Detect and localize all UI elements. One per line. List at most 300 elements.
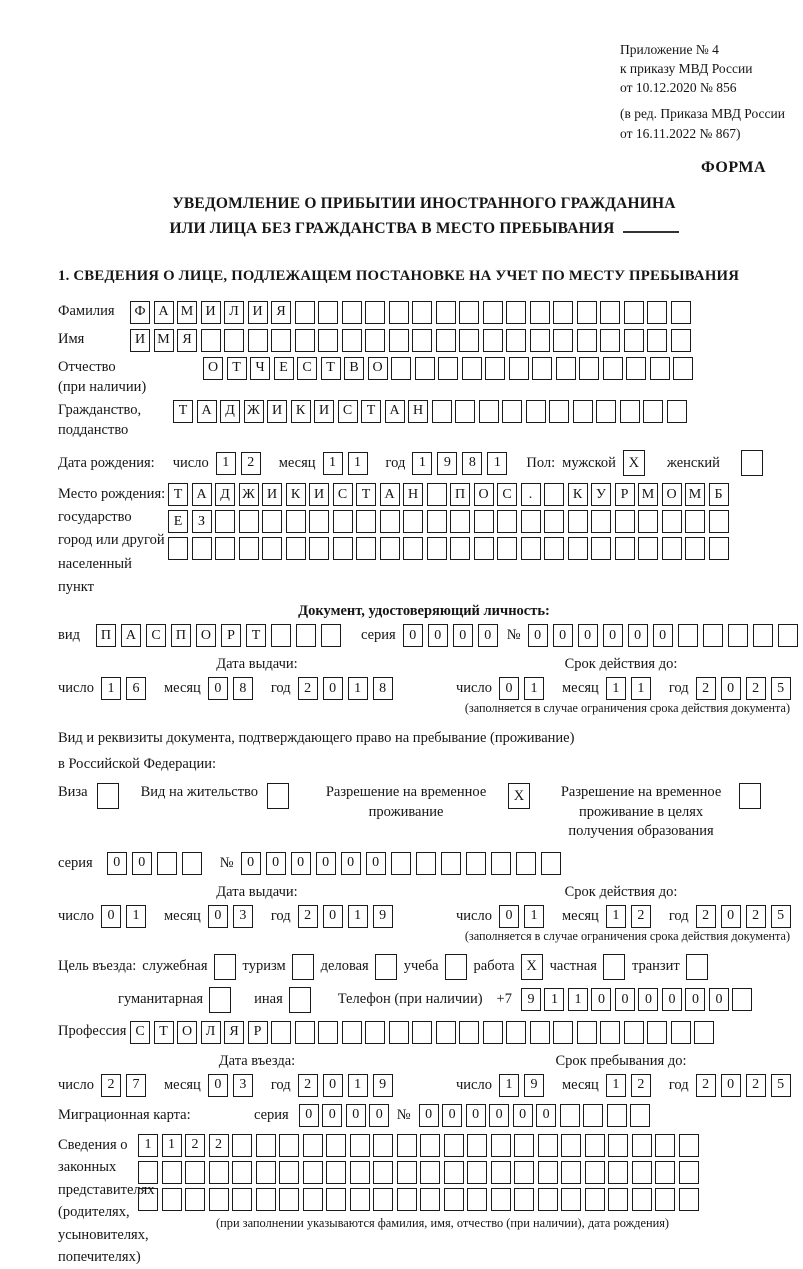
char-box[interactable] — [356, 537, 376, 560]
char-box[interactable] — [560, 1104, 580, 1127]
char-box[interactable] — [544, 483, 564, 506]
char-box[interactable]: П — [96, 624, 116, 647]
char-box[interactable] — [596, 400, 616, 423]
char-box[interactable]: 1 — [606, 677, 626, 700]
char-box[interactable] — [215, 537, 235, 560]
char-box[interactable] — [538, 1134, 558, 1157]
char-box[interactable] — [530, 301, 550, 324]
char-box[interactable]: 0 — [591, 988, 611, 1011]
char-box[interactable] — [491, 1161, 511, 1184]
char-box[interactable] — [506, 1021, 526, 1044]
char-box[interactable] — [514, 1188, 534, 1211]
char-box[interactable] — [209, 1188, 229, 1211]
char-box[interactable]: 0 — [299, 1104, 319, 1127]
char-box[interactable] — [662, 510, 682, 533]
char-box[interactable] — [271, 1021, 291, 1044]
char-box[interactable] — [521, 537, 541, 560]
purpose-private-checkbox[interactable] — [603, 954, 625, 980]
char-box[interactable]: 0 — [369, 1104, 389, 1127]
char-box[interactable]: К — [286, 483, 306, 506]
char-box[interactable]: 9 — [521, 988, 541, 1011]
char-box[interactable] — [753, 624, 773, 647]
char-box[interactable] — [380, 510, 400, 533]
char-box[interactable]: И — [309, 483, 329, 506]
char-box[interactable] — [286, 537, 306, 560]
char-box[interactable] — [450, 510, 470, 533]
char-box[interactable]: Я — [177, 329, 197, 352]
char-box[interactable]: 2 — [696, 1074, 716, 1097]
char-box[interactable] — [679, 1134, 699, 1157]
char-box[interactable]: 1 — [348, 1074, 368, 1097]
char-box[interactable] — [303, 1134, 323, 1157]
char-box[interactable] — [420, 1161, 440, 1184]
char-box[interactable]: 2 — [298, 905, 318, 928]
char-box[interactable] — [182, 852, 202, 875]
char-box[interactable]: 2 — [746, 905, 766, 928]
char-box[interactable] — [279, 1188, 299, 1211]
char-box[interactable]: 1 — [162, 1134, 182, 1157]
char-box[interactable] — [342, 1021, 362, 1044]
char-box[interactable]: 2 — [298, 1074, 318, 1097]
char-box[interactable] — [679, 1161, 699, 1184]
char-box[interactable]: И — [267, 400, 287, 423]
char-box[interactable] — [215, 510, 235, 533]
char-box[interactable]: С — [338, 400, 358, 423]
char-box[interactable] — [444, 1188, 464, 1211]
char-box[interactable] — [416, 852, 436, 875]
char-box[interactable] — [600, 1021, 620, 1044]
char-box[interactable] — [138, 1161, 158, 1184]
char-box[interactable]: 7 — [126, 1074, 146, 1097]
char-box[interactable] — [778, 624, 798, 647]
char-box[interactable]: А — [380, 483, 400, 506]
char-box[interactable]: В — [344, 357, 364, 380]
char-box[interactable] — [373, 1134, 393, 1157]
char-box[interactable] — [326, 1134, 346, 1157]
char-box[interactable]: 0 — [478, 624, 498, 647]
char-box[interactable]: И — [248, 301, 268, 324]
char-box[interactable] — [239, 537, 259, 560]
char-box[interactable] — [441, 852, 461, 875]
char-box[interactable] — [466, 852, 486, 875]
char-box[interactable] — [679, 1188, 699, 1211]
purpose-transit-checkbox[interactable] — [686, 954, 708, 980]
char-box[interactable] — [232, 1188, 252, 1211]
char-box[interactable] — [380, 537, 400, 560]
char-box[interactable] — [474, 537, 494, 560]
char-box[interactable] — [467, 1134, 487, 1157]
char-box[interactable] — [309, 537, 329, 560]
char-box[interactable]: 0 — [403, 624, 423, 647]
char-box[interactable]: 1 — [348, 905, 368, 928]
char-box[interactable] — [326, 1161, 346, 1184]
char-box[interactable]: 0 — [653, 624, 673, 647]
char-box[interactable] — [568, 537, 588, 560]
char-box[interactable]: 1 — [126, 905, 146, 928]
char-box[interactable] — [579, 357, 599, 380]
purpose-official-checkbox[interactable] — [214, 954, 236, 980]
char-box[interactable] — [365, 1021, 385, 1044]
char-box[interactable]: 0 — [316, 852, 336, 875]
char-box[interactable] — [647, 329, 667, 352]
char-box[interactable] — [624, 1021, 644, 1044]
char-box[interactable]: Д — [220, 400, 240, 423]
char-box[interactable] — [516, 852, 536, 875]
char-box[interactable] — [356, 510, 376, 533]
char-box[interactable]: 0 — [208, 905, 228, 928]
char-box[interactable] — [643, 400, 663, 423]
char-box[interactable] — [412, 301, 432, 324]
char-box[interactable] — [185, 1188, 205, 1211]
char-box[interactable] — [608, 1161, 628, 1184]
char-box[interactable] — [209, 1161, 229, 1184]
char-box[interactable]: О — [368, 357, 388, 380]
char-box[interactable] — [509, 357, 529, 380]
char-box[interactable]: А — [192, 483, 212, 506]
char-box[interactable] — [491, 1134, 511, 1157]
char-box[interactable]: 1 — [606, 1074, 626, 1097]
char-box[interactable] — [318, 1021, 338, 1044]
char-box[interactable] — [350, 1134, 370, 1157]
purpose-business-checkbox[interactable] — [375, 954, 397, 980]
char-box[interactable] — [350, 1161, 370, 1184]
char-box[interactable] — [450, 537, 470, 560]
char-box[interactable] — [530, 329, 550, 352]
char-box[interactable]: 0 — [628, 624, 648, 647]
char-box[interactable]: 1 — [568, 988, 588, 1011]
char-box[interactable] — [342, 329, 362, 352]
char-box[interactable] — [591, 510, 611, 533]
char-box[interactable]: 0 — [499, 905, 519, 928]
char-box[interactable] — [232, 1134, 252, 1157]
char-box[interactable]: 0 — [132, 852, 152, 875]
char-box[interactable] — [436, 1021, 456, 1044]
char-box[interactable]: Т — [227, 357, 247, 380]
char-box[interactable]: 1 — [412, 452, 432, 475]
char-box[interactable] — [415, 357, 435, 380]
char-box[interactable]: Е — [274, 357, 294, 380]
char-box[interactable] — [544, 537, 564, 560]
char-box[interactable] — [201, 329, 221, 352]
char-box[interactable] — [556, 357, 576, 380]
char-box[interactable]: 9 — [373, 905, 393, 928]
char-box[interactable] — [185, 1161, 205, 1184]
char-box[interactable]: 0 — [241, 852, 261, 875]
char-box[interactable] — [549, 400, 569, 423]
char-box[interactable]: О — [662, 483, 682, 506]
char-box[interactable] — [626, 357, 646, 380]
sex-female-checkbox[interactable] — [741, 450, 763, 476]
char-box[interactable]: 0 — [662, 988, 682, 1011]
char-box[interactable] — [585, 1134, 605, 1157]
char-box[interactable] — [655, 1188, 675, 1211]
char-box[interactable] — [262, 510, 282, 533]
char-box[interactable]: Л — [201, 1021, 221, 1044]
char-box[interactable]: 0 — [101, 905, 121, 928]
purpose-study-checkbox[interactable] — [445, 954, 467, 980]
char-box[interactable] — [583, 1104, 603, 1127]
char-box[interactable]: 0 — [553, 624, 573, 647]
char-box[interactable]: М — [685, 483, 705, 506]
char-box[interactable] — [678, 624, 698, 647]
char-box[interactable]: 2 — [298, 677, 318, 700]
char-box[interactable]: 0 — [266, 852, 286, 875]
char-box[interactable]: Я — [224, 1021, 244, 1044]
char-box[interactable] — [157, 852, 177, 875]
residence-permit-checkbox[interactable] — [267, 783, 289, 809]
char-box[interactable] — [350, 1188, 370, 1211]
char-box[interactable] — [432, 400, 452, 423]
char-box[interactable]: 9 — [524, 1074, 544, 1097]
char-box[interactable]: 1 — [323, 452, 343, 475]
char-box[interactable] — [647, 301, 667, 324]
char-box[interactable] — [256, 1188, 276, 1211]
char-box[interactable]: А — [385, 400, 405, 423]
char-box[interactable]: К — [568, 483, 588, 506]
purpose-tourism-checkbox[interactable] — [292, 954, 314, 980]
char-box[interactable] — [479, 400, 499, 423]
temp-residence-education-checkbox[interactable] — [739, 783, 761, 809]
char-box[interactable] — [403, 537, 423, 560]
char-box[interactable] — [420, 1134, 440, 1157]
char-box[interactable]: 0 — [709, 988, 729, 1011]
char-box[interactable] — [459, 1021, 479, 1044]
char-box[interactable] — [703, 624, 723, 647]
char-box[interactable] — [671, 301, 691, 324]
char-box[interactable]: 1 — [631, 677, 651, 700]
char-box[interactable]: Ч — [250, 357, 270, 380]
char-box[interactable] — [224, 329, 244, 352]
char-box[interactable]: 2 — [696, 905, 716, 928]
char-box[interactable] — [577, 329, 597, 352]
char-box[interactable] — [326, 1188, 346, 1211]
char-box[interactable] — [526, 400, 546, 423]
char-box[interactable] — [412, 329, 432, 352]
char-box[interactable] — [397, 1134, 417, 1157]
char-box[interactable]: 0 — [489, 1104, 509, 1127]
char-box[interactable] — [632, 1188, 652, 1211]
char-box[interactable] — [309, 510, 329, 533]
char-box[interactable]: Т — [356, 483, 376, 506]
char-box[interactable] — [279, 1134, 299, 1157]
char-box[interactable] — [192, 537, 212, 560]
char-box[interactable]: Ж — [239, 483, 259, 506]
char-box[interactable] — [483, 301, 503, 324]
char-box[interactable]: С — [333, 483, 353, 506]
char-box[interactable] — [342, 301, 362, 324]
char-box[interactable]: 8 — [373, 677, 393, 700]
char-box[interactable] — [138, 1188, 158, 1211]
char-box[interactable] — [483, 1021, 503, 1044]
char-box[interactable] — [373, 1161, 393, 1184]
char-box[interactable] — [728, 624, 748, 647]
char-box[interactable]: 2 — [631, 1074, 651, 1097]
char-box[interactable]: М — [177, 301, 197, 324]
char-box[interactable] — [303, 1188, 323, 1211]
char-box[interactable] — [444, 1134, 464, 1157]
char-box[interactable]: . — [521, 483, 541, 506]
char-box[interactable]: О — [196, 624, 216, 647]
char-box[interactable]: 1 — [499, 1074, 519, 1097]
char-box[interactable] — [295, 1021, 315, 1044]
char-box[interactable] — [615, 537, 635, 560]
char-box[interactable] — [427, 483, 447, 506]
char-box[interactable] — [436, 301, 456, 324]
char-box[interactable] — [397, 1161, 417, 1184]
char-box[interactable]: О — [474, 483, 494, 506]
char-box[interactable]: 2 — [209, 1134, 229, 1157]
char-box[interactable]: Т — [154, 1021, 174, 1044]
char-box[interactable]: 8 — [233, 677, 253, 700]
char-box[interactable] — [444, 1161, 464, 1184]
char-box[interactable]: 0 — [323, 1074, 343, 1097]
char-box[interactable] — [608, 1188, 628, 1211]
char-box[interactable] — [685, 537, 705, 560]
char-box[interactable]: 9 — [373, 1074, 393, 1097]
char-box[interactable] — [603, 357, 623, 380]
char-box[interactable] — [271, 624, 291, 647]
char-box[interactable] — [438, 357, 458, 380]
char-box[interactable] — [538, 1188, 558, 1211]
char-box[interactable] — [271, 329, 291, 352]
char-box[interactable] — [573, 400, 593, 423]
char-box[interactable]: 0 — [208, 677, 228, 700]
char-box[interactable]: 0 — [466, 1104, 486, 1127]
char-box[interactable] — [389, 329, 409, 352]
char-box[interactable]: 0 — [721, 1074, 741, 1097]
sex-male-checkbox[interactable]: X — [623, 450, 645, 476]
char-box[interactable]: С — [297, 357, 317, 380]
char-box[interactable] — [655, 1134, 675, 1157]
char-box[interactable]: 0 — [323, 905, 343, 928]
char-box[interactable] — [608, 1134, 628, 1157]
char-box[interactable] — [671, 329, 691, 352]
char-box[interactable] — [427, 510, 447, 533]
char-box[interactable]: 0 — [366, 852, 386, 875]
char-box[interactable] — [286, 510, 306, 533]
char-box[interactable] — [248, 329, 268, 352]
char-box[interactable]: 0 — [323, 677, 343, 700]
char-box[interactable]: 5 — [771, 677, 791, 700]
char-box[interactable]: И — [262, 483, 282, 506]
char-box[interactable] — [162, 1188, 182, 1211]
char-box[interactable]: Т — [361, 400, 381, 423]
char-box[interactable]: 3 — [233, 1074, 253, 1097]
purpose-work-checkbox[interactable]: X — [521, 954, 543, 980]
char-box[interactable]: 0 — [685, 988, 705, 1011]
char-box[interactable] — [491, 1188, 511, 1211]
char-box[interactable] — [239, 510, 259, 533]
char-box[interactable] — [365, 301, 385, 324]
char-box[interactable]: З — [192, 510, 212, 533]
char-box[interactable] — [577, 301, 597, 324]
purpose-other-checkbox[interactable] — [289, 987, 311, 1013]
char-box[interactable] — [427, 537, 447, 560]
char-box[interactable] — [318, 329, 338, 352]
char-box[interactable]: 1 — [348, 452, 368, 475]
char-box[interactable]: 0 — [536, 1104, 556, 1127]
char-box[interactable] — [694, 1021, 714, 1044]
char-box[interactable]: У — [591, 483, 611, 506]
char-box[interactable] — [514, 1161, 534, 1184]
char-box[interactable]: 2 — [696, 677, 716, 700]
char-box[interactable] — [630, 1104, 650, 1127]
char-box[interactable] — [638, 510, 658, 533]
char-box[interactable] — [568, 510, 588, 533]
char-box[interactable] — [303, 1161, 323, 1184]
char-box[interactable] — [256, 1134, 276, 1157]
char-box[interactable]: Т — [173, 400, 193, 423]
char-box[interactable]: П — [450, 483, 470, 506]
char-box[interactable] — [655, 1161, 675, 1184]
char-box[interactable] — [436, 329, 456, 352]
char-box[interactable] — [607, 1104, 627, 1127]
char-box[interactable] — [397, 1188, 417, 1211]
char-box[interactable] — [403, 510, 423, 533]
char-box[interactable]: 2 — [101, 1074, 121, 1097]
char-box[interactable] — [295, 329, 315, 352]
char-box[interactable] — [553, 329, 573, 352]
char-box[interactable]: Д — [215, 483, 235, 506]
char-box[interactable]: М — [154, 329, 174, 352]
char-box[interactable] — [296, 624, 316, 647]
char-box[interactable] — [474, 510, 494, 533]
char-box[interactable]: 1 — [606, 905, 626, 928]
char-box[interactable] — [262, 537, 282, 560]
char-box[interactable]: 0 — [107, 852, 127, 875]
char-box[interactable]: И — [130, 329, 150, 352]
char-box[interactable] — [321, 624, 341, 647]
char-box[interactable]: 1 — [524, 677, 544, 700]
char-box[interactable] — [391, 357, 411, 380]
char-box[interactable] — [585, 1161, 605, 1184]
char-box[interactable] — [553, 1021, 573, 1044]
char-box[interactable] — [521, 510, 541, 533]
char-box[interactable]: 1 — [348, 677, 368, 700]
char-box[interactable] — [459, 301, 479, 324]
char-box[interactable]: Н — [403, 483, 423, 506]
char-box[interactable] — [483, 329, 503, 352]
char-box[interactable] — [530, 1021, 550, 1044]
char-box[interactable] — [673, 357, 693, 380]
char-box[interactable]: 2 — [746, 677, 766, 700]
char-box[interactable] — [318, 301, 338, 324]
char-box[interactable]: С — [497, 483, 517, 506]
char-box[interactable] — [256, 1161, 276, 1184]
char-box[interactable] — [553, 301, 573, 324]
char-box[interactable]: Л — [224, 301, 244, 324]
char-box[interactable]: 1 — [138, 1134, 158, 1157]
char-box[interactable] — [620, 400, 640, 423]
char-box[interactable]: Н — [408, 400, 428, 423]
char-box[interactable]: Р — [248, 1021, 268, 1044]
char-box[interactable]: А — [121, 624, 141, 647]
char-box[interactable]: 1 — [487, 452, 507, 475]
char-box[interactable] — [459, 329, 479, 352]
char-box[interactable] — [389, 1021, 409, 1044]
char-box[interactable]: 0 — [291, 852, 311, 875]
char-box[interactable]: Р — [221, 624, 241, 647]
char-box[interactable]: Я — [271, 301, 291, 324]
char-box[interactable]: 1 — [101, 677, 121, 700]
purpose-humanitarian-checkbox[interactable] — [209, 987, 231, 1013]
temp-residence-checkbox[interactable]: X — [508, 783, 530, 809]
char-box[interactable]: 0 — [721, 677, 741, 700]
char-box[interactable]: 0 — [428, 624, 448, 647]
char-box[interactable] — [541, 852, 561, 875]
char-box[interactable]: 0 — [638, 988, 658, 1011]
char-box[interactable] — [624, 329, 644, 352]
